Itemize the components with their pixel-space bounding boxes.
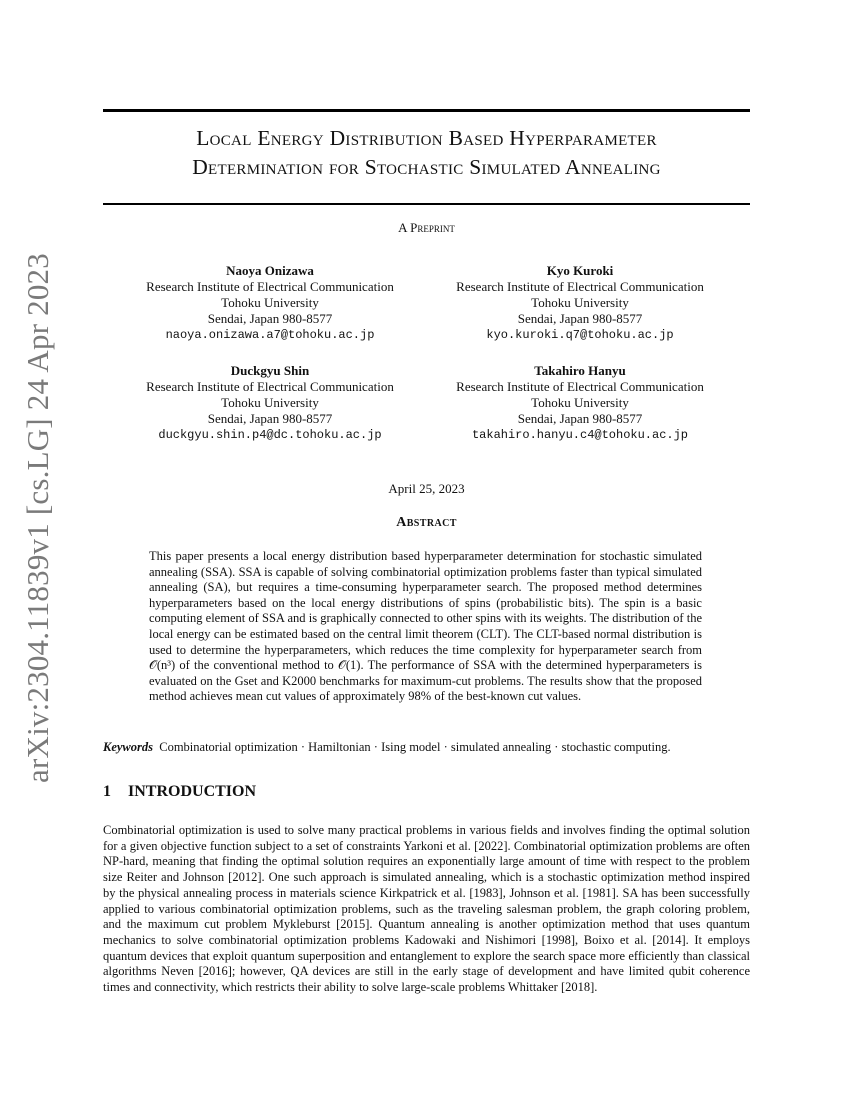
section-title: INTRODUCTION <box>128 783 257 800</box>
keywords-list: Combinatorial optimization · Hamiltonian · Ising model · simulated annealing · stochastic computing. <box>159 740 671 754</box>
paper-title <box>103 124 750 182</box>
author-name: Duckgyu Shin <box>230 363 310 378</box>
introduction-text: Combinatorial optimization is used to solve many practical problems in various fields and involves finding the optimal solution for a given objective function subject to a set of constraints Yarkoni et al. [2022]. Combinatorial optimization problems are often NP-hard, meaning that finding the optimal solution requires an exponentially large amount of time with respect to the problem size Reiter and Johnson [2012]. One such approach is simulated annealing, which is a stochastic optimization method inspired by the physical annealing process in materials science Kirkpatrick et al. [1983], Johnson et al. [1981]. SA has been successfully applied to various combinatorial optimization problems, such as the traveling salesman problem, the graph coloring problem, and the maximum cut problem Mykleburst [2015]. Quantum annealing is another optimization method that uses quantum mechanics to solve combinatorial optimization problems Kadowaki and Nishimori [1998], Boixo et al. [2014]. It employs quantum devices that exploit quantum superposition and entanglement to explore the search space more efficiently than classical algorithms Neven [2016]; however, QA devices are still in the early stage of development and have limited qubit coherence times and connectivity, which restricts their ability to solve large-scale problems Whittaker [2018]. <box>103 823 750 995</box>
author-name: Takahiro Hanyu <box>534 363 626 378</box>
section-number: 1 <box>103 783 111 800</box>
author-address: Sendai, Japan 980-8577 <box>207 411 333 426</box>
keywords-label: Keywords <box>103 740 153 754</box>
author-affiliation: Research Institute of Electrical Communication <box>456 379 704 394</box>
author-university: Tohoku University <box>531 295 629 310</box>
preprint-label: A Preprint <box>398 220 455 235</box>
publication-date: April 25, 2023 <box>388 481 465 496</box>
author-email[interactable]: duckgyu.shin.p4@dc.tohoku.ac.jp <box>158 428 382 442</box>
paper-title-line-1: Local Energy Distribution Based Hyperparameter <box>196 126 657 150</box>
keywords <box>103 740 753 756</box>
author-address: Sendai, Japan 980-8577 <box>517 311 643 326</box>
author-address: Sendai, Japan 980-8577 <box>517 411 643 426</box>
abstract-text: This paper presents a local energy distribution based hyperparameter determination for stochastic simulated annealing (SSA). SSA is capable of solving combinatorial optimization problems faster than typical simulated annealing (SA), but requires a time-consuming hyperparameter search. The proposed method determines hyperparameters based on the local energy distributions of spins (probabilistic bits). The spin is a basic computing element of SSA and is graphically connected to other spins with its weights. The distribution of the local energy can be estimated based on the central limit theorem (CLT). The CLT-based normal distribution is used to determine the hyperparameters, which reduces the time complexity for hyperparameter search from 𝒪(n³) of the conventional method to 𝒪(1). The performance of SSA with the determined hyperparameters is evaluated on the Gset and K2000 benchmarks for maximum-cut problems. The results show that the proposed method achieves mean cut values of approximately 98% of the best-known cut values. <box>149 549 702 704</box>
author-block <box>415 363 745 443</box>
author-affiliation: Research Institute of Electrical Communication <box>456 279 704 294</box>
author-affiliation: Research Institute of Electrical Communication <box>146 379 394 394</box>
author-name: Naoya Onizawa <box>226 263 314 278</box>
title-bottom-rule <box>103 203 750 205</box>
author-affiliation: Research Institute of Electrical Communication <box>146 279 394 294</box>
section-heading-introduction <box>103 783 753 801</box>
title-top-rule <box>103 109 750 112</box>
author-email[interactable]: takahiro.hanyu.c4@tohoku.ac.jp <box>471 428 689 442</box>
author-university: Tohoku University <box>221 395 319 410</box>
author-university: Tohoku University <box>531 395 629 410</box>
author-block <box>105 263 435 343</box>
paper-title-line-2: Determination for Stochastic Simulated Annealing <box>192 155 661 179</box>
author-email[interactable]: naoya.onizawa.a7@tohoku.ac.jp <box>165 328 375 342</box>
author-address: Sendai, Japan 980-8577 <box>207 311 333 326</box>
author-email[interactable]: kyo.kuroki.q7@tohoku.ac.jp <box>486 328 674 342</box>
author-university: Tohoku University <box>221 295 319 310</box>
abstract-heading: Abstract <box>396 515 457 530</box>
author-block <box>105 363 435 443</box>
arxiv-identifier-text: arXiv:2304.11839v1 [cs.LG] 24 Apr 2023 <box>20 253 56 783</box>
arxiv-identifier <box>8 253 68 783</box>
author-block <box>415 263 745 343</box>
author-name: Kyo Kuroki <box>546 263 614 278</box>
